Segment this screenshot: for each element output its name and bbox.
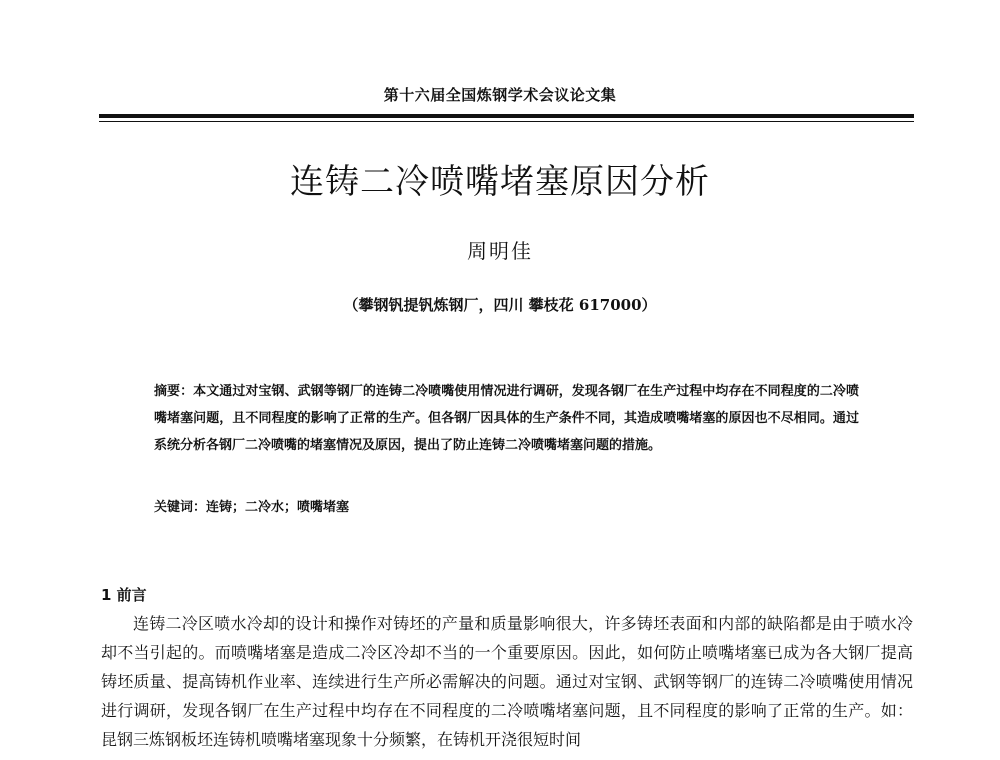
header-rule-thick bbox=[99, 114, 914, 118]
header-rule-thin bbox=[99, 121, 914, 122]
abstract: 摘要：本文通过对宝钢、武钢等钢厂的连铸二冷喷嘴使用情况进行调研，发现各钢厂在生产过程中均存在不同程度的二冷喷嘴堵塞问题，且不同程度的影响了正常的生产。但各钢厂因具体的生产条件不同，其造成喷嘴堵塞的原因也不尽相同。通过系统分析各钢厂二冷喷嘴的堵塞情况及原因，提出了防止连铸二冷喷嘴堵塞问题的措施。 bbox=[154, 384, 859, 453]
affiliation: （攀钢钒提钒炼钢厂，四川 攀枝花 617000） bbox=[343, 296, 657, 314]
paper-title: 连铸二冷喷嘴堵塞原因分析 bbox=[290, 162, 710, 202]
keywords: 关键词：连铸；二冷水；喷嘴堵塞 bbox=[154, 500, 350, 515]
author: 周明佳 bbox=[467, 239, 533, 263]
proceedings-header: 第十六届全国炼钢学术会议论文集 bbox=[383, 86, 617, 104]
introduction-paragraph: 连铸二冷区喷水冷却的设计和操作对铸坯的产量和质量影响很大，许多铸坯表面和内部的缺陷都是由于喷水冷却不当引起的。而喷嘴堵塞是造成二冷区冷却不当的一个重要原因。因此，如何防止喷嘴堵塞已成为各大钢厂提高铸坯质量、提高铸机作业率、连续进行生产所必需解决的问题。通过对宝钢、武钢等钢厂的连铸二冷喷嘴使用情况进行调研，发现各钢厂在生产过程中均存在不同程度的二冷喷嘴堵塞问题，且不同程度的影响了正常的生产。如：昆钢三炼钢板坯连铸机喷嘴堵塞现象十分频繁，在铸机开浇很短时间 bbox=[101, 614, 913, 749]
section-heading-introduction: 1 前言 bbox=[101, 586, 147, 604]
